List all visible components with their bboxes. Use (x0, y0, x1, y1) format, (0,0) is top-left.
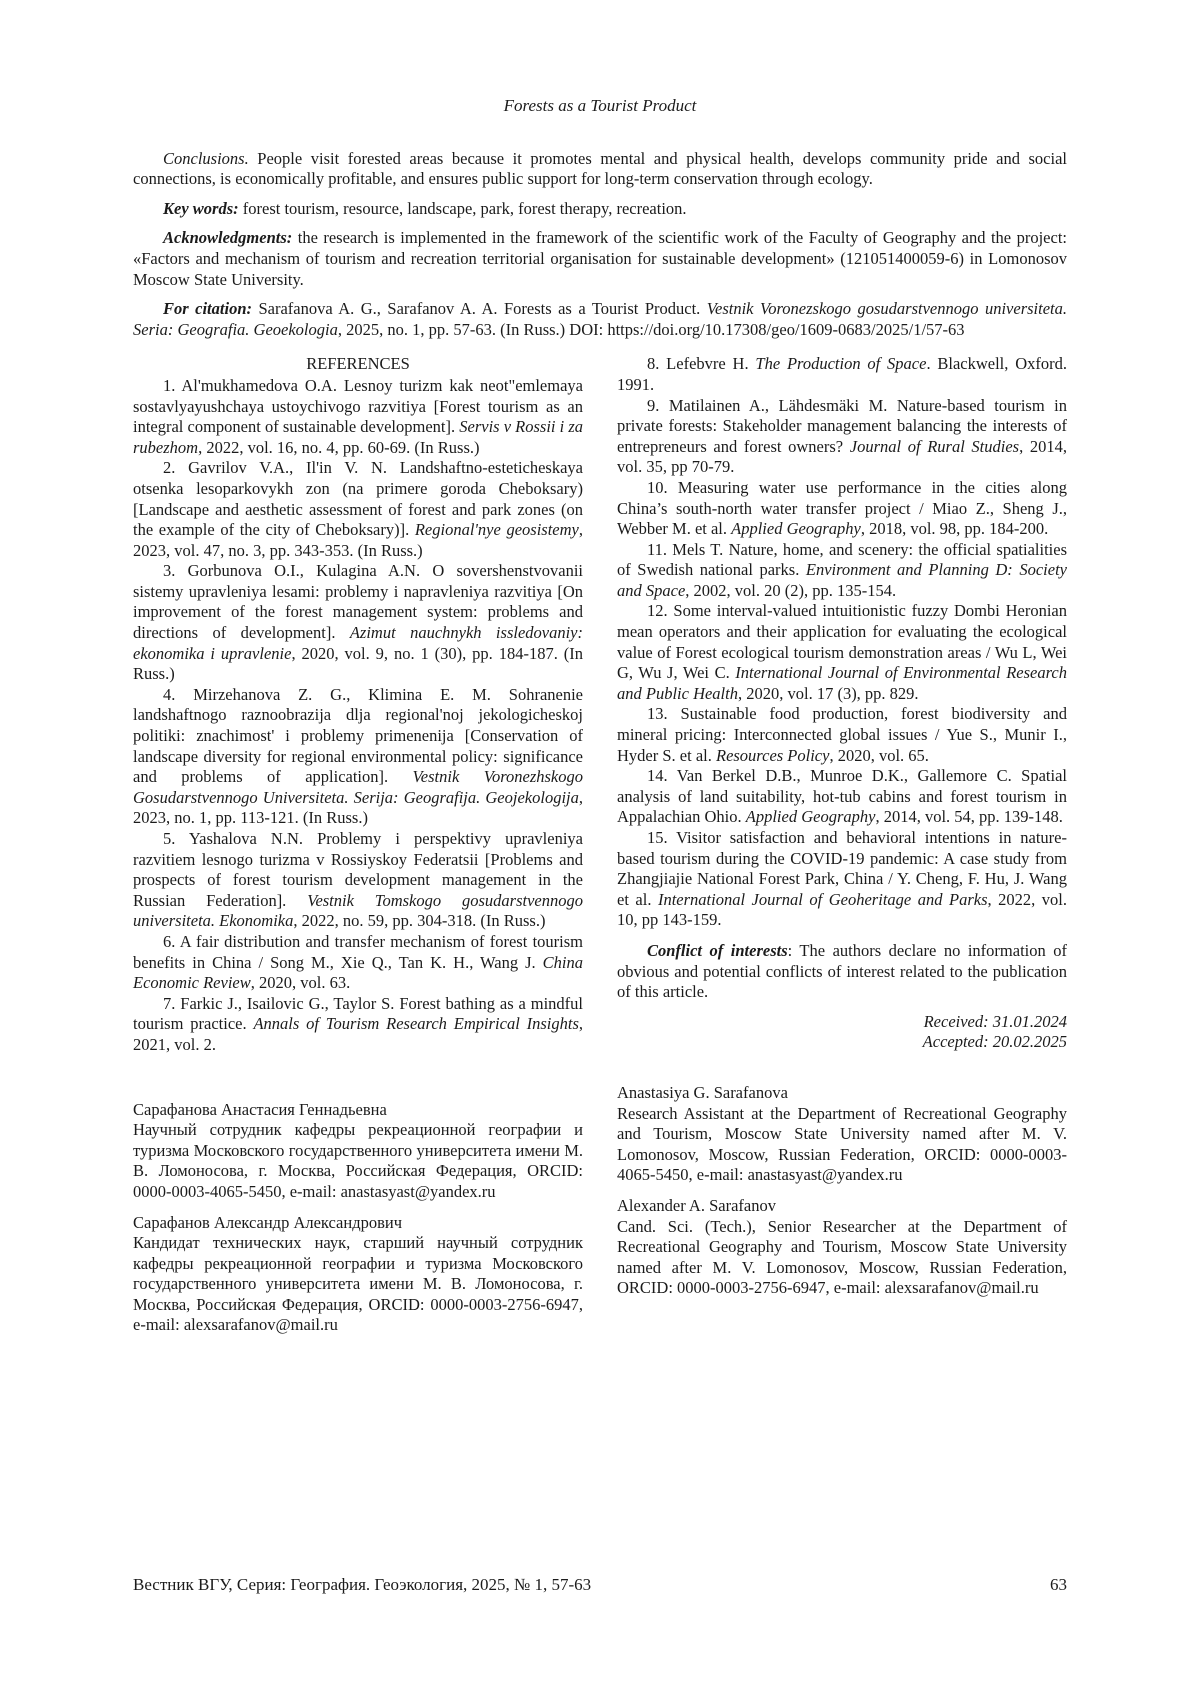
reference-item: 13. Sustainable food production, forest biodiversity and mineral pricing: Interconnected global issues / Yue S., Munir I., Hyder S. et al. Resources Policy, 2020, vol. 65. (617, 704, 1067, 765)
acknowledgments-paragraph: Acknowledgments: the research is implemented in the framework of the scientific work of the Faculty of Geography and the project: «Factors and mechanism of tourism and recreation territorial organisation for sustainable development» (121051400059-6) in Lomonosov Moscow State University. (133, 228, 1067, 289)
right-column (617, 354, 1067, 1346)
author-entry (617, 1083, 1067, 1186)
reference-item: 6. A fair distribution and transfer mechanism of forest tourism benefits in China / Song M., Xie Q., Tan K. H., Wang J. China Economic Review, 2020, vol. 63. (133, 931, 583, 993)
reference-item: 9. Matilainen A., Lähdesmäki M. Nature-based tourism in private forests: Stakeholder management balancing the interests of entrepreneurs and forest owners? Journal of Rural Studies, 2014, vol. 35, pp 70-79. (617, 395, 1068, 477)
reference-item: 7. Farkic J., Isailovic G., Taylor S. Forest bathing as a mindful tourism practice. Annals of Tourism Research Empirical Insights, 2021, vol. 2. (133, 993, 583, 1054)
reference-item: 3. Gorbunova O.I., Kulagina A.N. O sovershenstvovanii sistemy upravleniya lesami: problemy i napravleniya razvitiya [On improvement of the forest management system: problems and directions of development]. Azimut nauchnykh issledovaniy: ekonomika i upravlenie, 2020, vol. 9, no. 1 (30), pp. 184-187. (In Russ.) (133, 561, 583, 684)
accepted-date: Accepted: 20.02.2025 (922, 1032, 1067, 1052)
references-heading: REFERENCES (306, 354, 410, 374)
reference-item: 8. Lefebvre H. The Production of Space. Blackwell, Oxford. 1991. (617, 354, 1067, 394)
front-matter (133, 149, 1067, 341)
citation-paragraph: For citation: Sarafanova A. G., Sarafanov A. A. Forests as a Tourist Product. Vestnik Voronezskogo gosudarstvennogo universiteta. Seria: Geografia. Geoekologia, 2025, no. 1, pp. 57-63. (In Russ.) DOI: https://doi.org/10.17308/geo/1609-0683/2025/1/57-63 (133, 299, 1067, 339)
reference-item: 11. Mels T. Nature, home, and scenery: the official spatialities of Swedish national parks. Environment and Planning D: Society and Space, 2002, vol. 20 (2), pp. 135-154. (617, 539, 1067, 600)
two-column-body (133, 354, 1067, 1346)
reference-item: 10. Measuring water use performance in the cities along China’s south-north water transfer project / Miao Z., Sheng J., Webber M. et al. Applied Geography, 2018, vol. 98, pp. 184-200. (617, 477, 1067, 539)
author-bio: Research Assistant at the Department of Recreational Geography and Tourism, Moscow State University named after M. V. Lomonosov, Moscow, Russian Federation, ORCID: 0000-0003-4065-5450, e-mail: anastasyast@yandex.ru (617, 1103, 1067, 1185)
author-name: Сарафанов Александр Александрович (133, 1212, 403, 1232)
author-bio: Научный сотрудник кафедры рекреационной географии и туризма Московского государственного университета имени М. В. Ломоносова, г. Москва, Российская Федерация, ORCID: 0000-0003-4065-5450, e-mail: anastasyast@yandex.ru (133, 1120, 583, 1201)
reference-item: 14. Van Berkel D.B., Munroe D.K., Gallemore C. Spatial analysis of land suitability, hot-tub cabins and forest tourism in Appalachian Ohio. Applied Geography, 2014, vol. 54, pp. 139-148. (617, 766, 1067, 827)
dates-block (617, 1012, 1067, 1053)
page-number: 63 (1050, 1575, 1067, 1595)
reference-item: 15. Visitor satisfaction and behavioral intentions in nature-based tourism during the COVID-19 pandemic: A case study from Zhangjiajie National Forest Park, China / Y. Cheng, F. Hu, J. Wang et al. International Journal of Geoheritage and Parks, 2022, vol. 10, pp 143-159. (617, 828, 1067, 930)
author-entry (617, 1196, 1067, 1299)
running-title: Forests as a Tourist Product (503, 96, 697, 115)
reference-item: 5. Yashalova N.N. Problemy i perspektivy upravleniya razvitiem lesnogo turizma v Rossiyskoy Federatsii [Problems and prospects of forest tourism development management in the Russian Federation]. Vestnik Tomskogo gosudarstvennogo universiteta. Ekonomika, 2022, no. 59, pp. 304-318. (In Russ.) (133, 829, 583, 931)
author-bio: Cand. Sci. (Tech.), Senior Researcher at the Department of Recreational Geography and Tourism, Moscow State University named after M. V. Lomonosov, Moscow, Russian Federation, ORCID: 0000-0003-2756-6947, e-mail: alexsarafanov@mail.ru (617, 1216, 1067, 1298)
keywords-paragraph: Key words: forest tourism, resource, landscape, park, forest therapy, recreation. (163, 198, 687, 218)
author-name: Сарафанова Анастасия Геннадьевна (133, 1099, 387, 1119)
reference-item: 1. Al'mukhamedova O.A. Lesnoy turizm kak neot"emlemaya sostavlyayushchaya ustoychivogo razvitiya [Forest tourism as an integral component of sustainable development]. Servis v Rossii i za rubezhom, 2022, vol. 16, no. 4, pp. 60-69. (In Russ.) (133, 375, 583, 457)
references-list-left (133, 376, 583, 1056)
reference-item: 12. Some interval-valued intuitionistic fuzzy Dombi Heronian mean operators and their application for evaluating the ecological value of Forest ecological tourism demonstration areas / Wu L, Wei G, Wu J, Wei C. International Journal of Environmental Research and Public Health, 2020, vol. 17 (3), pp. 829. (617, 601, 1067, 703)
authors-russian (133, 1100, 583, 1337)
left-column (133, 354, 583, 1346)
received-date: Received: 31.01.2024 (923, 1011, 1067, 1031)
author-name: Alexander A. Sarafanov (617, 1195, 776, 1215)
references-list-right (617, 354, 1067, 931)
author-entry (133, 1100, 583, 1203)
footer-journal-title: Вестник ВГУ, Серия: География. Геоэкология, 2025, № 1, 57-63 (133, 1575, 592, 1595)
author-entry (133, 1213, 583, 1337)
page-footer (133, 1575, 1067, 1596)
reference-item: 4. Mirzehanova Z. G., Klimina E. M. Sohranenie landshaftnogo raznoobrazija dlja regional'noj jekologicheskoj politiki: znachimost' i problemy primenenija [Conservation of landscape diversity for regional environmental policy: significance and problems of application]. Vestnik Voronezhskogo Gosudarstvennogo Universiteta. Serija: Geografija. Geojekologija, 2023, no. 1, pp. 113-121. (In Russ.) (133, 684, 583, 828)
author-bio: Кандидат технических наук, старший научный сотрудник кафедры рекреационной географии и туризма Московского государственного университета имени М. В. Ломоносова, г. Москва, Российская Федерация, ORCID: 0000-0003-2756-6947, e-mail: alexsarafanov@mail.ru (133, 1233, 583, 1335)
author-name: Anastasiya G. Sarafanova (617, 1082, 788, 1102)
conclusions-paragraph: Conclusions. People visit forested areas because it promotes mental and physical health, develops community pride and social connections, is economically profitable, and ensures public support for long-term conservation through ecology. (133, 148, 1067, 189)
reference-item: 2. Gavrilov V.A., Il'in V. N. Landshaftno-esteticheskaya otsenka lesoparkovykh zon (na primere goroda Cheboksary) [Landscape and aesthetic assessment of forest and park zones (on the example of the city of Cheboksary)]. Regional'nye geosistemy, 2023, vol. 47, no. 3, pp. 343-353. (In Russ.) (133, 458, 583, 560)
conflict-of-interests-paragraph: Conflict of interests: The authors declare no information of obvious and potential conflicts of interest related to the publication of this article. (617, 940, 1067, 1002)
authors-english (617, 1083, 1067, 1299)
